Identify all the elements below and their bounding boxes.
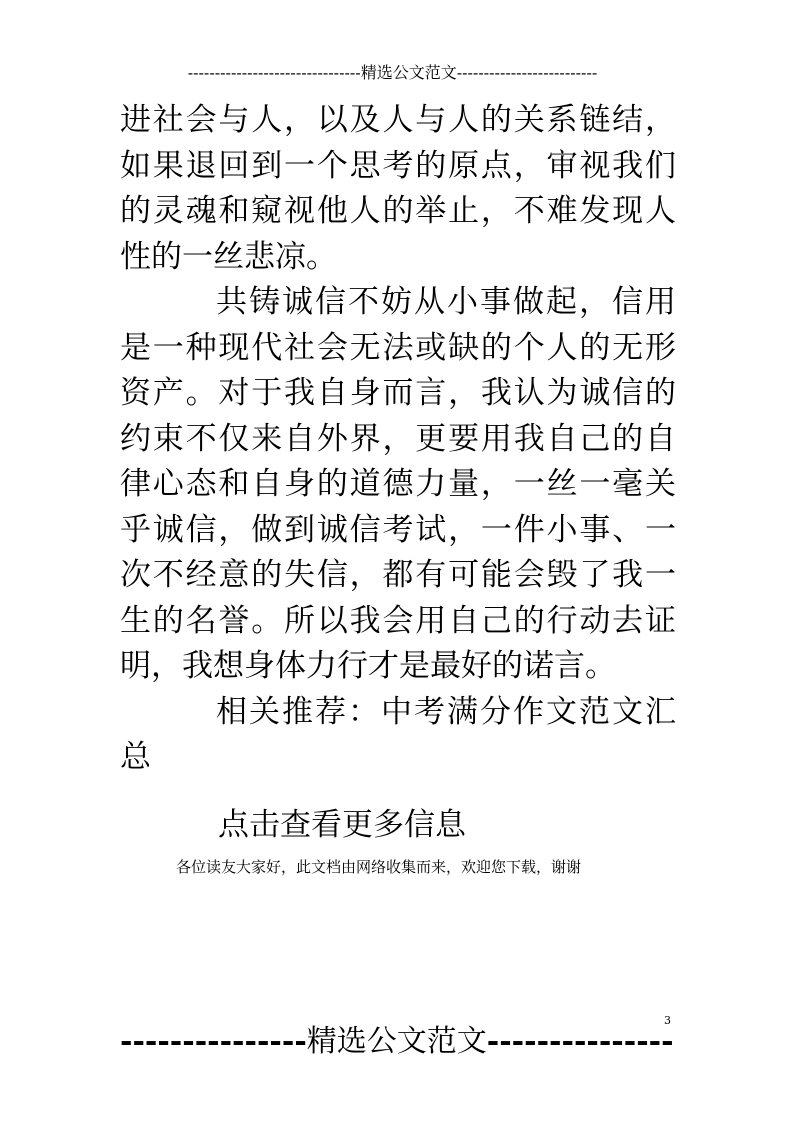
page-number: 3 bbox=[664, 1014, 671, 1027]
download-notice: 各位读友大家好，此文档由网络收集而来，欢迎您下载，谢谢 bbox=[176, 858, 582, 876]
view-more-link[interactable]: 点击查看更多信息 bbox=[218, 807, 466, 843]
footer-dashes-right: --------------- bbox=[486, 1024, 674, 1059]
page-header: --------------------------------精选公文范文-------------------------- bbox=[187, 63, 598, 82]
related-recommendation: 相关推荐：中考满分作文范文汇总 bbox=[120, 693, 676, 775]
page-footer bbox=[120, 1022, 674, 1062]
footer-dashes-left: --------------- bbox=[120, 1024, 307, 1059]
paragraph-2: 共铸诚信不妨从小事做起，信用是一种现代社会无法或缺的个人的无形资产。对于我自身而言，我认为诚信的约束不仅来自外界，更要用我自己的自律心态和自身的道德力量，一丝一毫关乎诚信，做到诚信考试，一件小事、一次不经意的失信，都有可能会毁了我一生的名誉。所以我会用自己的行动去证明，我想身体力行才是最好的诺言。 bbox=[120, 284, 676, 684]
article-body bbox=[120, 98, 676, 781]
footer-title: 精选公文范文 bbox=[306, 1024, 487, 1059]
paragraph-1: 进社会与人，以及人与人的关系链结，如果退回到一个思考的原点，审视我们的灵魂和窥视他人的举止，不难发现人性的一丝悲凉。 bbox=[120, 102, 676, 275]
